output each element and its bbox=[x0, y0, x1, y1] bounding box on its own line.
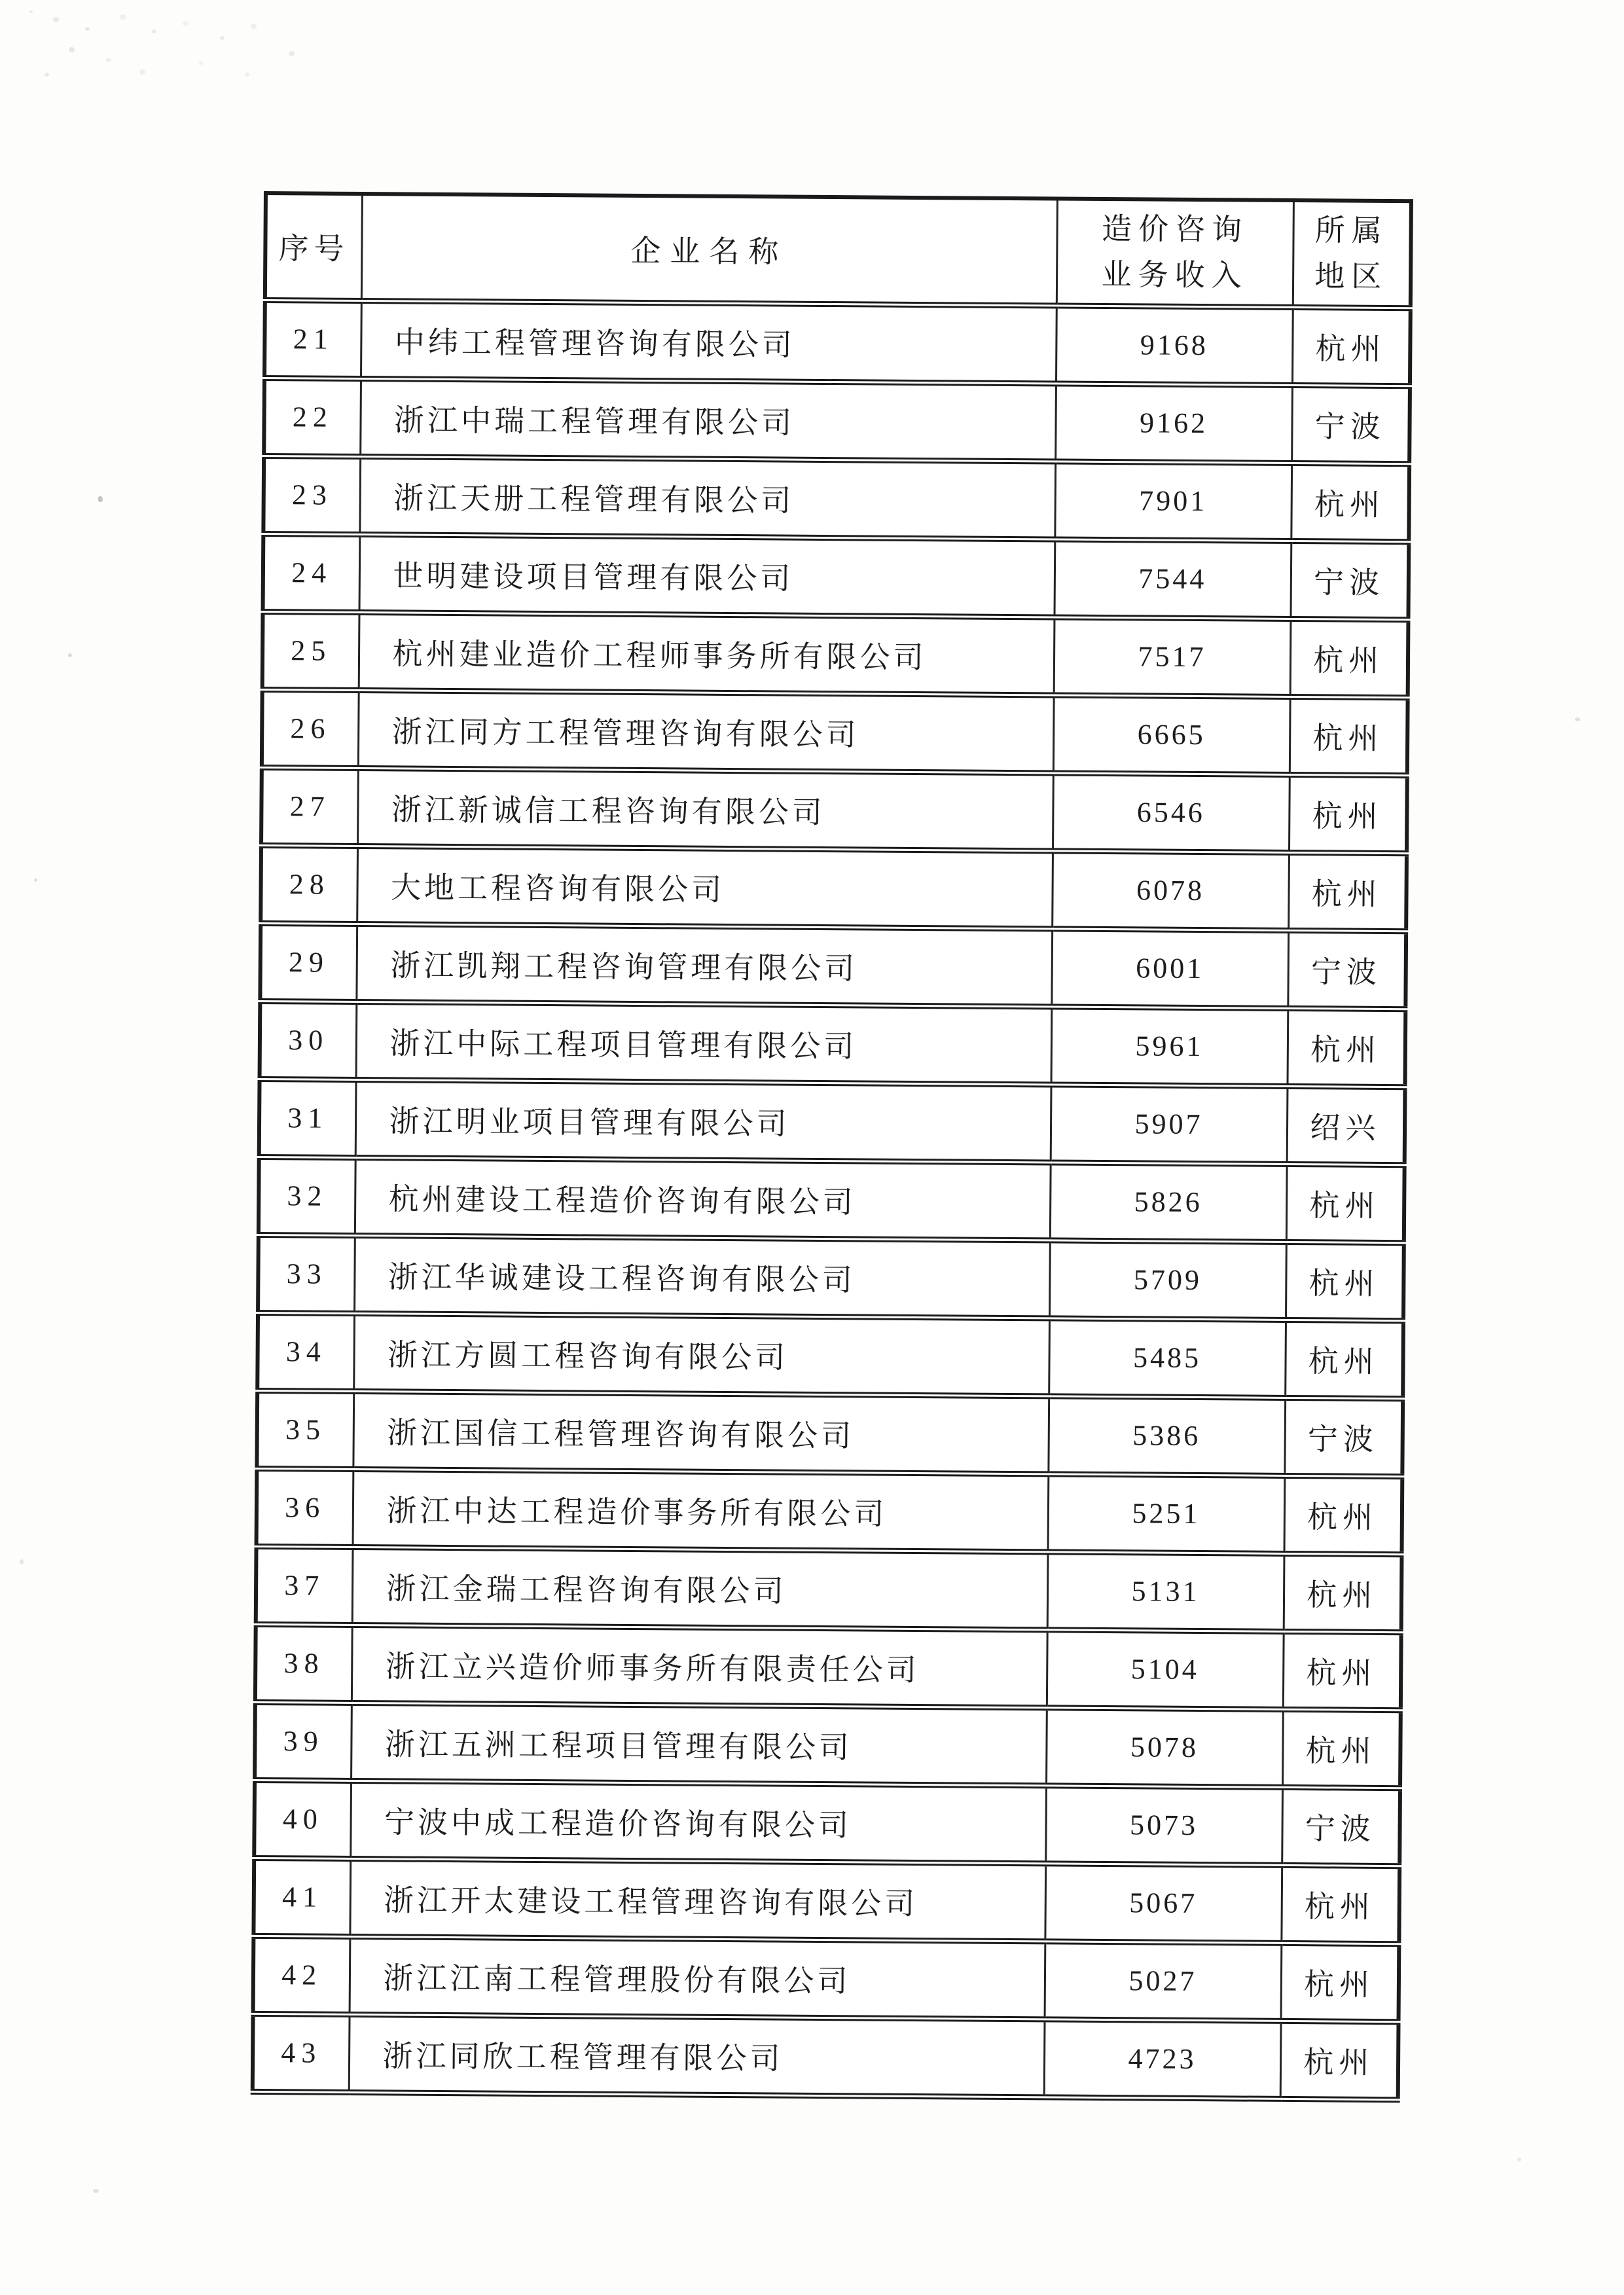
company-name-cell: 浙江中际工程项目管理有限公司 bbox=[356, 1002, 1052, 1084]
company-name-cell: 浙江方圆工程咨询有限公司 bbox=[353, 1313, 1049, 1396]
row-index-cell: 23 bbox=[263, 456, 360, 534]
row-index-cell: 21 bbox=[264, 300, 361, 378]
revenue-cell: 5251 bbox=[1048, 1473, 1285, 1553]
row-index-cell: 33 bbox=[258, 1235, 355, 1313]
revenue-cell: 5386 bbox=[1048, 1396, 1285, 1475]
row-index-cell: 28 bbox=[261, 845, 357, 924]
company-revenue-table bbox=[251, 191, 1413, 2103]
region-cell: 宁波 bbox=[1291, 385, 1410, 463]
scan-speckle bbox=[93, 2189, 99, 2193]
revenue-cell: 5073 bbox=[1045, 1785, 1282, 1865]
region-cell: 杭州 bbox=[1290, 696, 1408, 775]
table-row bbox=[260, 923, 1406, 1009]
header-region-line2: 地区 bbox=[1314, 259, 1388, 293]
revenue-cell: 6078 bbox=[1052, 850, 1289, 930]
region-cell: 绍兴 bbox=[1287, 1086, 1405, 1165]
header-index: 序号 bbox=[265, 193, 362, 300]
region-cell: 杭州 bbox=[1291, 463, 1409, 541]
row-index-cell: 35 bbox=[257, 1390, 353, 1469]
region-cell: 杭州 bbox=[1282, 1709, 1401, 1788]
company-name-cell: 杭州建设工程造价咨询有限公司 bbox=[355, 1157, 1051, 1240]
company-name-cell: 浙江华诚建设工程咨询有限公司 bbox=[354, 1235, 1050, 1318]
table-row bbox=[259, 1079, 1405, 1165]
table-row bbox=[257, 1468, 1403, 1554]
row-index-cell: 26 bbox=[262, 689, 359, 768]
company-name-cell: 宁波中成工程造价咨询有限公司 bbox=[350, 1780, 1046, 1863]
table-row bbox=[255, 1624, 1401, 1710]
company-name-cell: 浙江新诚信工程咨询有限公司 bbox=[357, 768, 1053, 850]
row-index-cell: 39 bbox=[255, 1702, 352, 1780]
table-row bbox=[259, 1157, 1405, 1242]
row-index-cell: 25 bbox=[262, 611, 359, 690]
company-name-cell: 浙江开太建设工程管理咨询有限公司 bbox=[350, 1858, 1045, 1941]
revenue-cell: 6546 bbox=[1053, 772, 1290, 852]
revenue-cell: 7901 bbox=[1055, 461, 1291, 541]
region-cell: 宁波 bbox=[1282, 1787, 1400, 1866]
company-name-cell: 浙江中瑞工程管理有限公司 bbox=[360, 378, 1056, 461]
company-name-cell: 浙江五洲工程项目管理有限公司 bbox=[351, 1703, 1047, 1785]
revenue-cell: 5961 bbox=[1051, 1006, 1288, 1086]
table-row bbox=[264, 378, 1410, 463]
revenue-cell: 5067 bbox=[1045, 1863, 1282, 1943]
table-row bbox=[262, 689, 1408, 775]
company-name-cell: 世明建设项目管理有限公司 bbox=[359, 534, 1055, 617]
table-row bbox=[253, 1858, 1399, 1943]
table-row bbox=[264, 300, 1411, 386]
row-index-cell: 40 bbox=[254, 1780, 351, 1858]
company-name-cell: 浙江立兴造价师事务所有限责任公司 bbox=[352, 1625, 1047, 1707]
table-row bbox=[263, 533, 1409, 619]
revenue-cell: 7517 bbox=[1054, 617, 1291, 696]
table-row bbox=[257, 1312, 1403, 1398]
revenue-cell: 5078 bbox=[1046, 1707, 1283, 1787]
company-name-cell: 杭州建业造价工程师事务所有限公司 bbox=[359, 612, 1055, 695]
table-row bbox=[255, 1702, 1401, 1788]
region-cell: 杭州 bbox=[1286, 1242, 1404, 1320]
table-row bbox=[256, 1546, 1402, 1632]
scan-speckle bbox=[98, 496, 103, 502]
revenue-cell: 6665 bbox=[1053, 695, 1290, 774]
revenue-cell: 7544 bbox=[1054, 539, 1291, 619]
company-name-cell: 大地工程咨询有限公司 bbox=[357, 846, 1053, 928]
company-name-cell: 浙江国信工程管理咨询有限公司 bbox=[353, 1391, 1049, 1473]
row-index-cell: 41 bbox=[253, 1858, 350, 1936]
table-row bbox=[254, 1780, 1400, 1866]
revenue-cell: 5131 bbox=[1047, 1551, 1284, 1631]
region-cell: 杭州 bbox=[1289, 774, 1407, 853]
table-row bbox=[253, 2014, 1399, 2099]
revenue-cell: 5826 bbox=[1050, 1162, 1287, 1242]
scan-noise-cluster bbox=[29, 10, 33, 13]
table-row bbox=[257, 1390, 1403, 1476]
table-row bbox=[263, 456, 1409, 541]
row-index-cell: 42 bbox=[253, 1936, 350, 2014]
table-header-row bbox=[265, 193, 1411, 308]
header-revenue-line1: 造价咨询 bbox=[1101, 211, 1249, 247]
revenue-cell: 5709 bbox=[1049, 1240, 1286, 1320]
scan-speckle bbox=[34, 878, 37, 882]
region-cell: 宁波 bbox=[1288, 930, 1406, 1009]
region-cell: 杭州 bbox=[1292, 307, 1411, 386]
company-name-cell: 浙江同欣工程管理有限公司 bbox=[349, 2014, 1045, 2097]
revenue-cell: 4723 bbox=[1044, 2019, 1281, 2099]
row-index-cell: 43 bbox=[253, 2014, 350, 2092]
region-cell: 杭州 bbox=[1286, 1164, 1405, 1242]
row-index-cell: 22 bbox=[264, 378, 361, 456]
header-region bbox=[1293, 200, 1411, 308]
row-index-cell: 32 bbox=[259, 1157, 355, 1235]
scan-speckle bbox=[1575, 717, 1580, 721]
row-index-cell: 29 bbox=[260, 923, 357, 1002]
region-cell: 杭州 bbox=[1281, 1865, 1399, 1943]
company-name-cell: 浙江明业项目管理有限公司 bbox=[355, 1079, 1051, 1162]
row-index-cell: 24 bbox=[263, 533, 360, 612]
table-row bbox=[261, 845, 1407, 931]
company-name-cell: 浙江凯翔工程咨询管理有限公司 bbox=[356, 924, 1052, 1006]
revenue-cell: 6001 bbox=[1051, 928, 1288, 1008]
row-index-cell: 31 bbox=[259, 1079, 356, 1157]
header-revenue bbox=[1056, 198, 1293, 307]
revenue-cell: 9162 bbox=[1055, 383, 1292, 463]
table-row bbox=[253, 1936, 1399, 2021]
header-company: 企业名称 bbox=[361, 194, 1057, 305]
revenue-cell: 5104 bbox=[1047, 1629, 1284, 1709]
company-name-cell: 浙江同方工程管理咨询有限公司 bbox=[358, 690, 1054, 772]
company-name-cell: 浙江江南工程管理股份有限公司 bbox=[350, 1936, 1045, 2019]
company-name-cell: 浙江天册工程管理有限公司 bbox=[359, 456, 1055, 539]
region-cell: 杭州 bbox=[1281, 1943, 1399, 2021]
header-revenue-line2: 业务收入 bbox=[1101, 257, 1248, 293]
row-index-cell: 37 bbox=[256, 1546, 353, 1625]
table-row bbox=[261, 767, 1407, 853]
table-row bbox=[260, 1001, 1406, 1087]
region-cell: 杭州 bbox=[1288, 852, 1407, 931]
region-cell: 宁波 bbox=[1284, 1398, 1403, 1476]
region-cell: 杭州 bbox=[1284, 1553, 1402, 1632]
row-index-cell: 30 bbox=[260, 1001, 357, 1079]
region-cell: 杭州 bbox=[1283, 1631, 1401, 1710]
region-cell: 杭州 bbox=[1290, 619, 1409, 697]
row-index-cell: 27 bbox=[261, 767, 358, 846]
revenue-cell: 9168 bbox=[1056, 305, 1293, 385]
table-row bbox=[262, 611, 1409, 697]
region-cell: 杭州 bbox=[1287, 1008, 1405, 1087]
region-cell: 宁波 bbox=[1290, 541, 1409, 619]
company-name-cell: 浙江中达工程造价事务所有限公司 bbox=[353, 1469, 1049, 1551]
region-cell: 杭州 bbox=[1280, 2021, 1399, 2099]
revenue-cell: 5907 bbox=[1051, 1084, 1288, 1164]
row-index-cell: 34 bbox=[257, 1312, 354, 1391]
row-index-cell: 36 bbox=[257, 1468, 353, 1547]
row-index-cell: 38 bbox=[255, 1624, 352, 1703]
header-region-line1: 所属 bbox=[1314, 213, 1389, 247]
scan-speckle bbox=[68, 653, 72, 657]
company-name-cell: 浙江金瑞工程咨询有限公司 bbox=[352, 1547, 1048, 1629]
region-cell: 杭州 bbox=[1284, 1475, 1403, 1554]
scan-speckle bbox=[20, 1559, 24, 1564]
revenue-cell: 5027 bbox=[1045, 1941, 1282, 2021]
region-cell: 杭州 bbox=[1285, 1320, 1403, 1398]
table-row bbox=[258, 1235, 1404, 1320]
company-name-cell: 中纬工程管理咨询有限公司 bbox=[361, 300, 1056, 383]
revenue-cell: 5485 bbox=[1049, 1318, 1286, 1398]
scan-speckle bbox=[1517, 2158, 1521, 2161]
